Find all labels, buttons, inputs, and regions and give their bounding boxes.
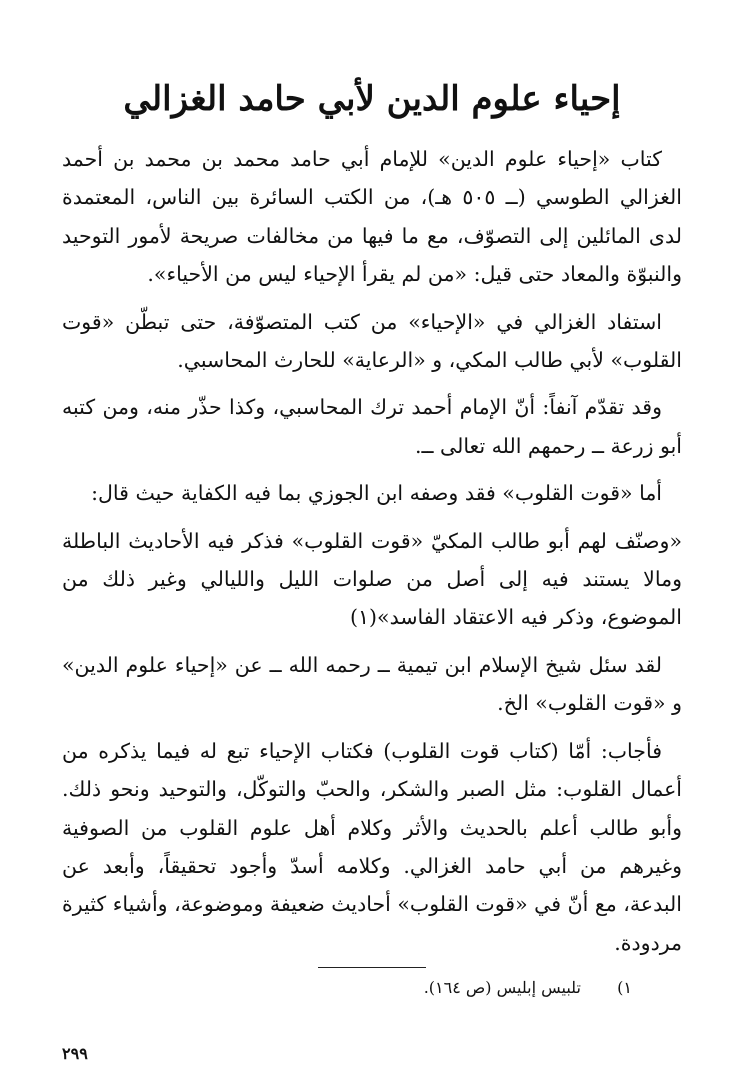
paragraph-muhasibi: وقد تقدّم آنفاً: أنّ الإمام أحمد ترك المحاسبي، وكذا حذّر منه، ومن كتبه أبو زرعة ــ رحمهم الله تعالى ــ.: [62, 395, 682, 458]
footnote-divider: [318, 967, 426, 968]
paragraph-answer: فأجاب: أمّا (كتاب قوت القلوب) فكتاب الإحياء تبع له فيما يذكره من أعمال القلوب: مثل الصبر والشكر، والحبّ والتوكّل، والتوحيد ونحو ذلك. وأبو طالب أعلم بالحديث والأثر وكلام أهل علوم القلوب من الصوفية وغيرهم من أبي حامد الغزالي. وكلامه أسدّ وأجود تحقيقاً، وأبعد عن البدعة، مع أنّ في «قوت القلوب» أحاديث ضعيفة وموضوعة، وأشياء كثيرة مردودة.: [62, 738, 682, 955]
paragraph-quote: «وصنّف لهم أبو طالب المكيّ «قوت القلوب» فذكر فيه الأحاديث الباطلة ومالا يستند فيه إلى أصل من صلوات الليل والليالي وغير ذلك من الموضوع، وذكر فيه الاعتقاد الفاسد»(١): [62, 528, 682, 630]
footnote-number: ١): [617, 978, 632, 997]
page-number: ٢٩٩: [62, 1044, 88, 1063]
page-title: إحياء علوم الدين لأبي حامد الغزالي: [123, 78, 621, 119]
paragraph-sources: استفاد الغزالي في «الإحياء» من كتب المتصوّفة، حتى تبطّن «قوت القلوب» لأبي طالب المكي، و «الرعاية» للحارث المحاسبي.: [62, 309, 682, 373]
paragraph-ibn-taymiyya: لقد سئل شيخ الإسلام ابن تيمية ــ رحمه الله ــ عن «إحياء علوم الدين» و «قوت القلوب» الخ.: [62, 652, 682, 716]
footnote-text: تلبيس إبليس (ص ١٦٤).: [423, 978, 581, 997]
body-text: [62, 140, 682, 971]
paragraph-intro: كتاب «إحياء علوم الدين» للإمام أبي حامد محمد بن محمد بن أحمد الغزالي الطوسي (ــ ٥٠٥ هـ)، من الكتب السائرة بين الناس، المعتمدة لدى المائلين إلى التصوّف، مع ما فيها من مخالفات صريحة لأمور التوحيد والنبوّة والمعاد حتى قيل: «من لم يقرأ الإحياء ليس من الأحياء».: [62, 147, 682, 287]
paragraph-ibn-jawzi: أما «قوت القلوب» فقد وصفه ابن الجوزي بما فيه الكفاية حيث قال:: [91, 481, 662, 506]
footnote: [200, 975, 632, 1001]
